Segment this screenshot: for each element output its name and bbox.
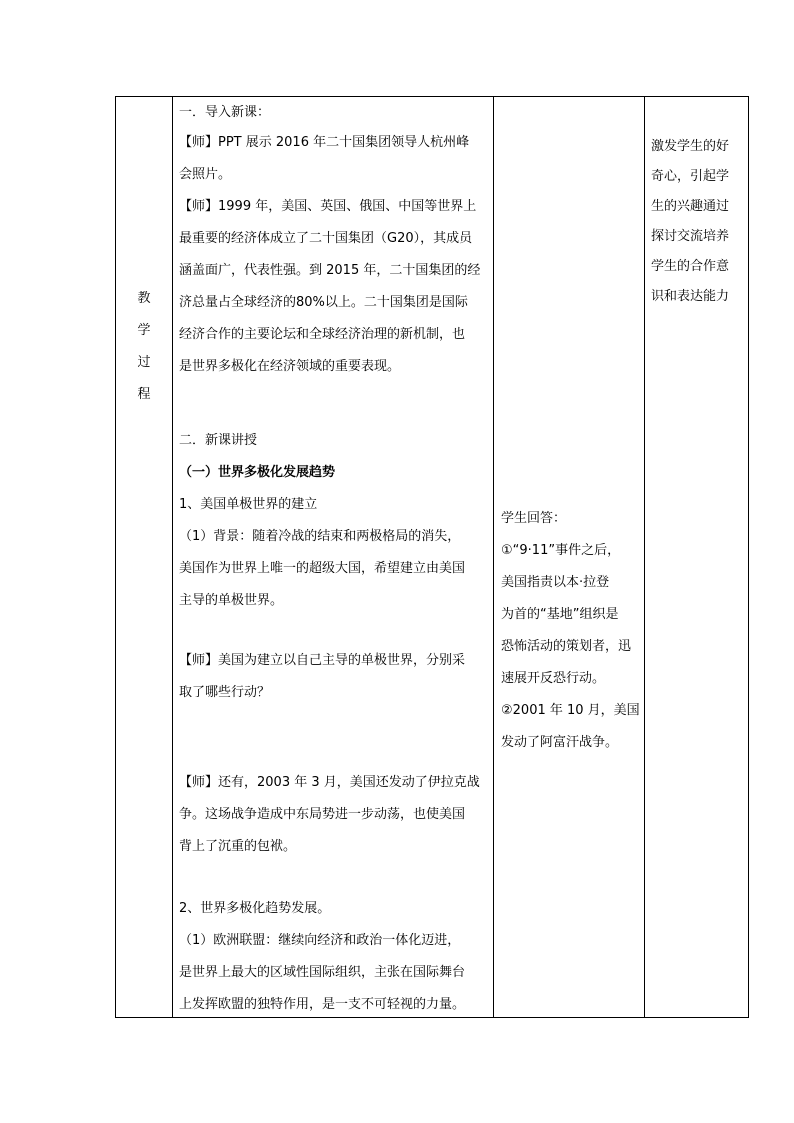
text-line: 经济合作的主要论坛和全球经济治理的新机制，也 (179, 327, 466, 342)
lesson-table (115, 96, 749, 1018)
text-line: 背上了沉重的包袱。 (179, 839, 297, 854)
text-line: 生的兴趣通过 (651, 199, 730, 214)
text-line: 【师】还有，2003 年 3 月，美国还发动了伊拉克战 (179, 775, 480, 790)
new-lesson-heading: 二．新课讲授 (179, 433, 258, 448)
text-line: 探讨交流培养 (651, 229, 730, 244)
text-line: 美国作为世界上唯一的超级大国，希望建立由美国 (179, 561, 466, 576)
text-line: 速展开反恐行动。 (501, 671, 606, 686)
text-line: 【师】PPT 展示 2016 年二十国集团领导人杭州峰 (179, 135, 470, 150)
text-line: 【师】美国为建立以自己主导的单极世界，分别采 (179, 653, 466, 668)
text-line: 主导的单极世界。 (179, 593, 284, 608)
text-line: 是世界多极化在经济领域的重要表现。 (179, 359, 401, 374)
text-line: 取了哪些行动？ (179, 685, 271, 700)
text-line: 争。这场战争造成中东局势进一步动荡，也使美国 (179, 807, 466, 822)
text-line: 【师】1999 年，美国、英国、俄国、中国等世界上 (179, 199, 477, 214)
text-line: 为首的“基地”组织是 (501, 607, 619, 622)
label-char: 教 (137, 291, 151, 306)
text-line: ①“9·11”事件之后， (501, 543, 621, 558)
text-line: 涵盖面广，代表性强。到 2015 年，二十国集团的经 (179, 263, 481, 278)
text-line: 发动了阿富汗战争。 (501, 735, 619, 750)
text-line: 最重要的经济体成立了二十国集团（G20），其成员 (179, 231, 473, 246)
student-column (501, 97, 643, 1017)
text-line: ②2001 年 10 月，美国 (501, 703, 640, 718)
text-line: 恐怖活动的策划者，迅 (501, 639, 632, 654)
text-line: 奇心，引起学 (651, 169, 730, 184)
column-divider (644, 97, 645, 1017)
student-answer-label: 学生回答： (501, 511, 567, 526)
column-divider (493, 97, 494, 1017)
text-line: 激发学生的好 (651, 139, 730, 154)
label-char: 程 (137, 387, 151, 402)
content-column (179, 97, 491, 1017)
text-line: 美国指责以本·拉登 (501, 575, 610, 590)
text-line: 识和表达能力 (651, 289, 730, 304)
text-line: 是世界上最大的区域性国际组织，主张在国际舞台 (179, 965, 466, 980)
section-heading: （一）世界多极化发展趋势 (179, 465, 336, 480)
subsection-heading: 2、世界多极化趋势发展。 (179, 901, 331, 916)
intro-heading: 一．导入新课： (179, 105, 271, 120)
label-char: 学 (137, 323, 151, 338)
text-line: 上发挥欧盟的独特作用，是一支不可轻视的力量。 (179, 997, 466, 1012)
column-divider (172, 97, 173, 1017)
label-char: 过 (137, 355, 151, 370)
text-line: 会照片。 (179, 167, 232, 182)
text-line: 济总量占全球经济的80%以上。二十国集团是国际 (179, 295, 468, 310)
text-line: （1）欧洲联盟：继续向经济和政治一体化迈进， (179, 933, 461, 948)
subsection-heading: 1、美国单极世界的建立 (179, 497, 318, 512)
text-line: 学生的合作意 (651, 259, 730, 274)
design-intent-column (651, 97, 749, 1017)
text-line: （1）背景：随着冷战的结束和两极格局的消失， (179, 529, 461, 544)
